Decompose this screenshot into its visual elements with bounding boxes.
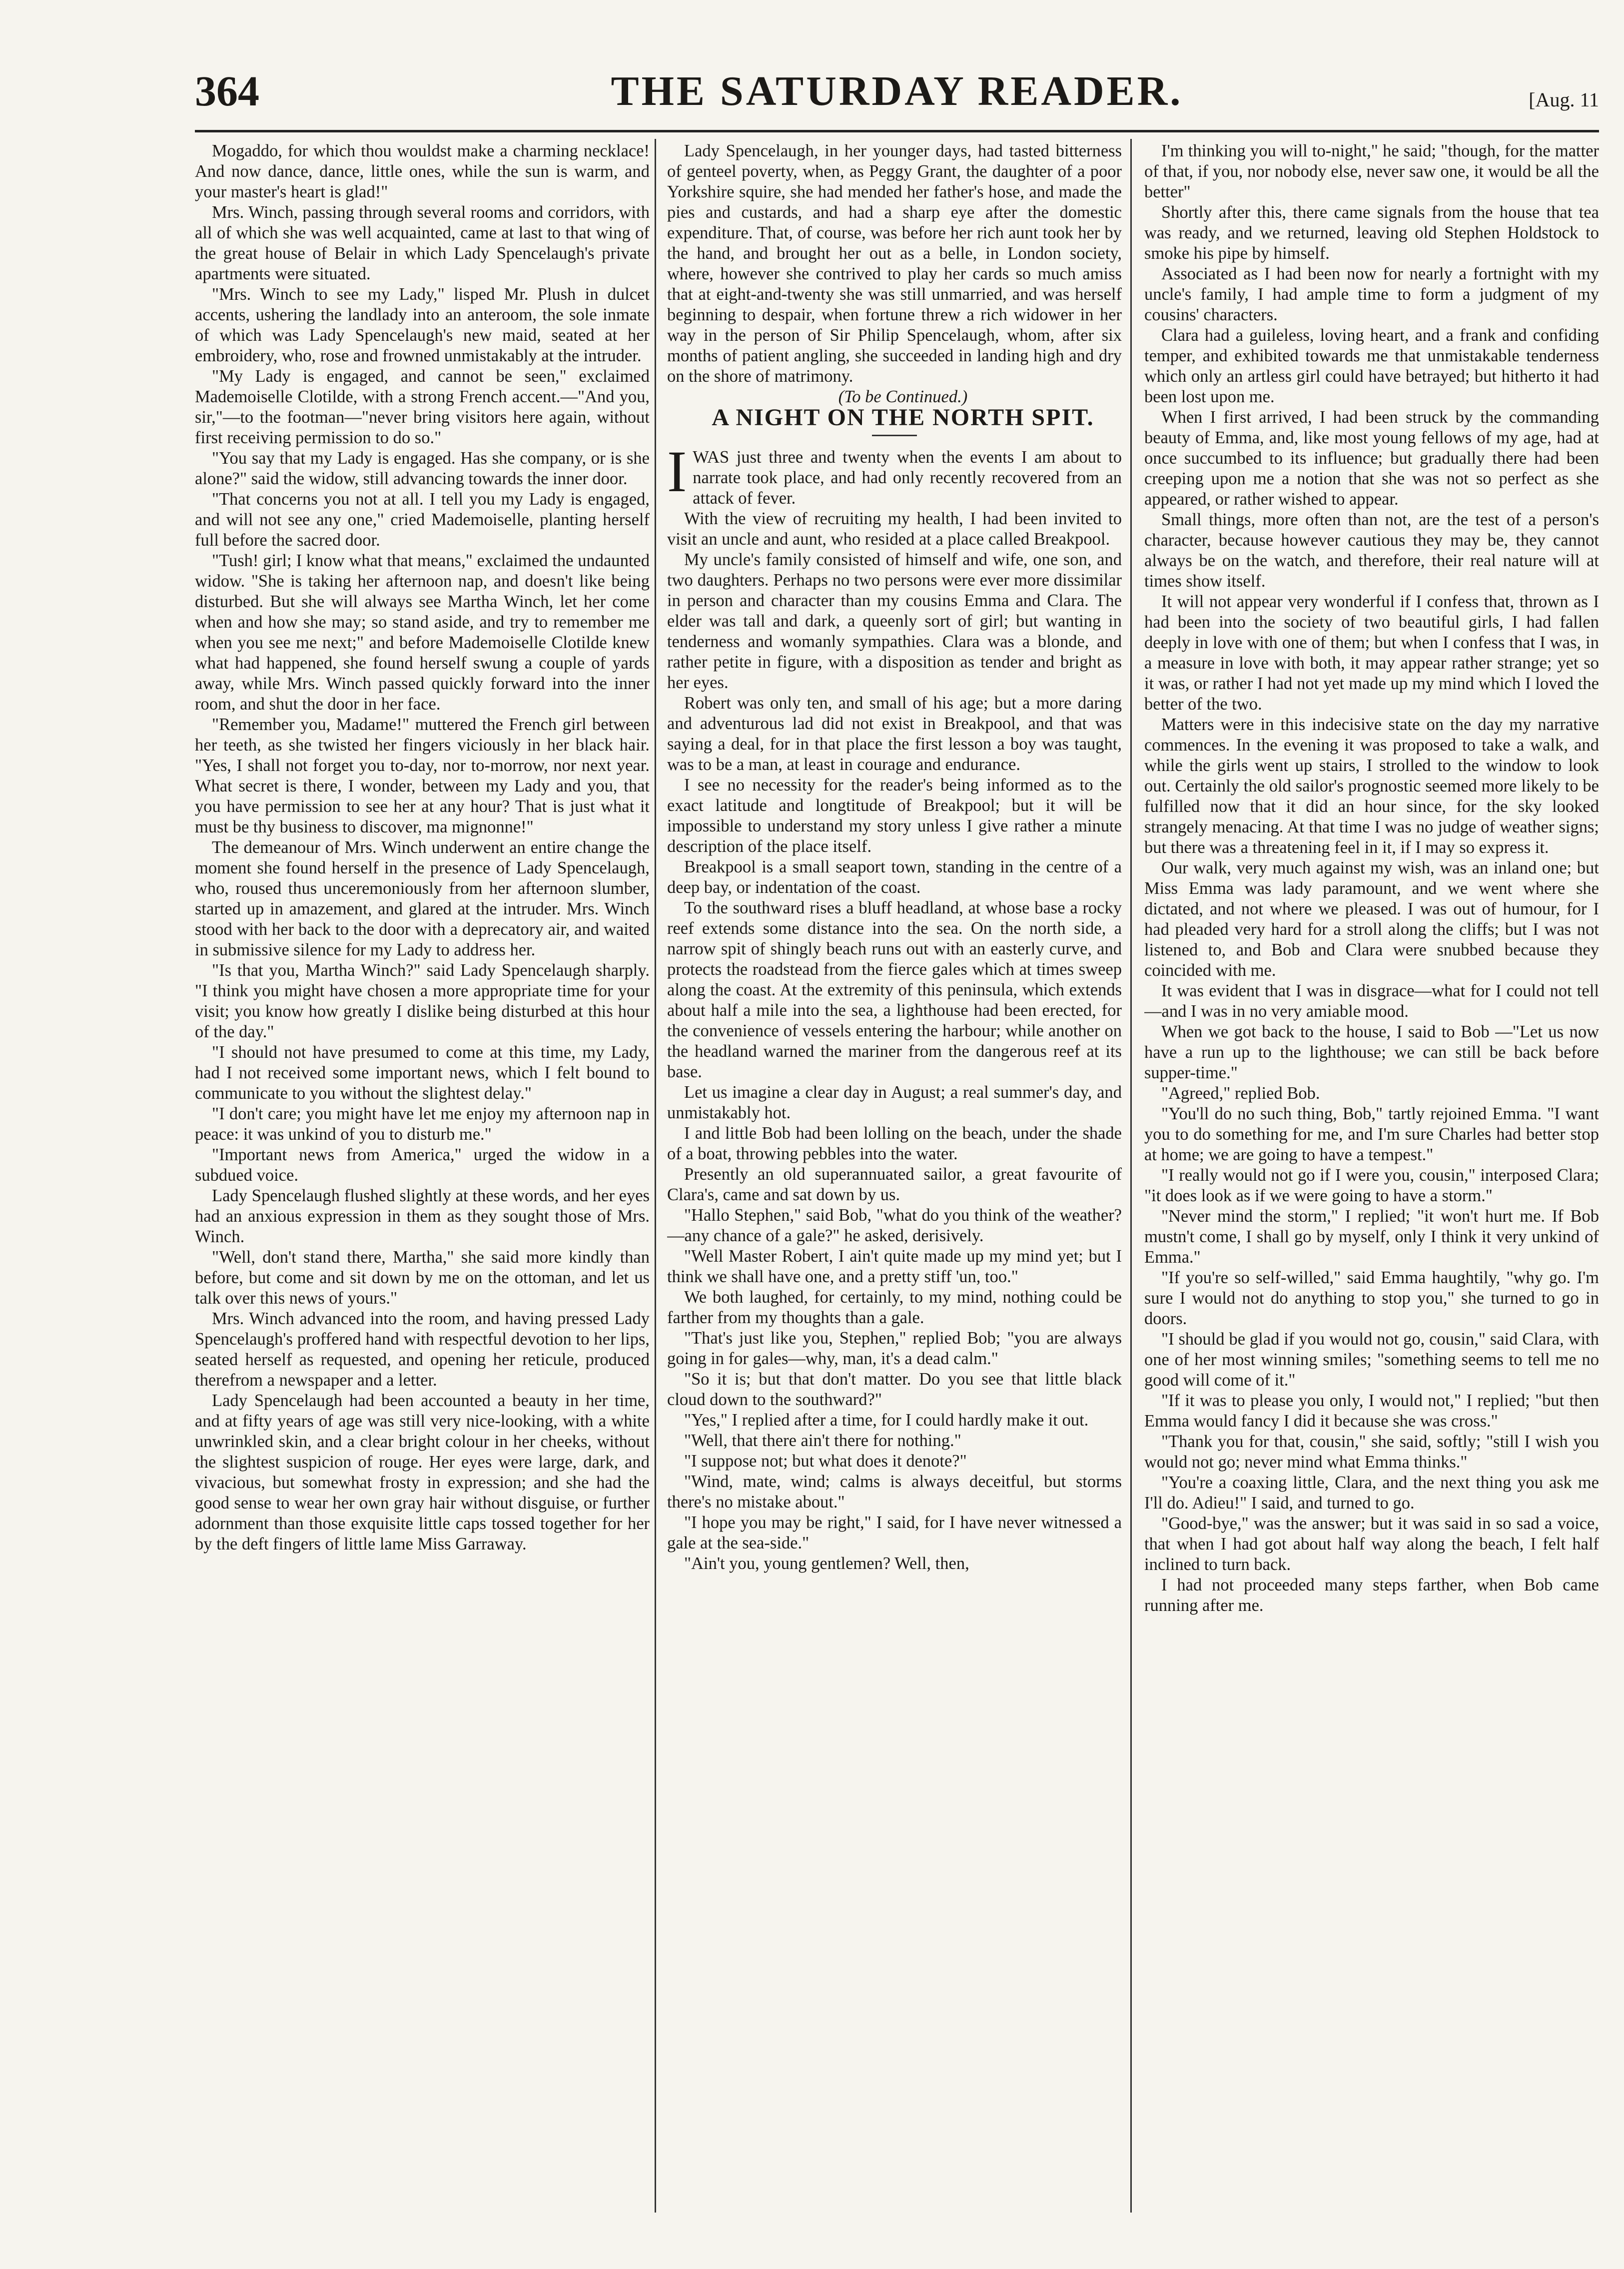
title-rule (872, 435, 917, 436)
paragraph: "My Lady is engaged, and cannot be seen," exclaimed Mademoiselle Clotilde, with a strong French accent.—"And you, sir,"—to the footman—"never bring visitors here again, without first receiving permission to do so." (195, 367, 650, 447)
paragraph: We both laughed, for certainly, to my mind, nothing could be farther from my thoughts than a gale. (667, 1288, 1122, 1327)
column-divider (655, 139, 656, 2213)
opening-text: WAS just three and twenty when the events I am about to narrate took place, and had only recently recovered from an attack of fever. (693, 448, 1122, 508)
paragraph: "I don't care; you might have let me enjoy my afternoon nap in peace: it was unkind of you to disturb me." (195, 1104, 650, 1144)
paragraph: Mrs. Winch, passing through several rooms and corridors, with all of which she was well acquainted, came at last to that wing of the great house of Belair in which Lady Spencelaugh's private apartments were situated. (195, 203, 650, 283)
paragraph: "I really would not go if I were you, cousin," interposed Clara; "it does look as if we were going to have a storm." (1144, 1166, 1599, 1205)
paragraph: Lady Spencelaugh had been accounted a beauty in her time, and at fifty years of age was still very nice-looking, with a white unwrinkled skin, and a clear bright colour in her cheeks, without the slightest suspicion of rouge. Her eyes were large, dark, and vivacious, but somewhat frosty in expression; and she had the good sense to wear her own gray hair without disguise, or further adornment than those exquisite little caps tossed together for her by the deft fingers of little lame Miss Garraway. (195, 1391, 650, 1553)
paragraph: Clara had a guileless, loving heart, and a frank and confiding temper, and exhibited towards me that unmistakable tenderness which only an artless girl could have betrayed; but hitherto it had been lost upon me. (1144, 326, 1599, 406)
paragraph: I had not proceeded many steps farther, when Bob came running after me. (1144, 1575, 1599, 1615)
paragraph: "Agreed," replied Bob. (1161, 1084, 1320, 1103)
paragraph: "I should be glad if you would not go, cousin," said Clara, with one of her most winning smiles; "something seems to tell me no good will come of it." (1144, 1330, 1599, 1390)
page-number: 364 (195, 67, 259, 115)
paragraph: "You'll do no such thing, Bob," tartly rejoined Emma. "I want you to do something for me, and I'm sure Charles had better stop at home; we are going to have a tempest." (1144, 1104, 1599, 1164)
paragraph: Small things, more often than not, are the test of a person's character, because however cautious they may be, they cannot always be on the watch, and therefore, their real nature will at times show itself. (1144, 510, 1599, 591)
paragraph: Shortly after this, there came signals from the house that tea was ready, and we returned, leaving old Stephen Holdstock to smoke his pipe by himself. (1144, 203, 1599, 263)
column-middle (667, 141, 1122, 2230)
paragraph: "Well, don't stand there, Martha," she said more kindly than before, but come and sit down by me on the ottoman, and let us talk over this news of yours." (195, 1248, 650, 1308)
column-right (1144, 141, 1599, 2230)
paragraph: Presently an old superannuated sailor, a great favourite of Clara's, came and sat down by us. (667, 1165, 1122, 1204)
paragraph: "Good-bye," was the answer; but it was said in so sad a voice, that when I had got about half way along the beach, I felt half inclined to turn back. (1144, 1514, 1599, 1574)
paragraph: "Is that you, Martha Winch?" said Lady Spencelaugh sharply. "I think you might have chosen a more appropriate time for your visit; you know how greatly I dislike being disturbed at this hour of the day." (195, 961, 650, 1041)
paragraph: "Never mind the storm," I replied; "it won't hurt me. If Bob mustn't come, I shall go by myself, only I think it very unkind of Emma." (1144, 1207, 1599, 1267)
to-be-continued-note: (To be Continued.) (838, 387, 968, 406)
paragraph: It was evident that I was in disgrace—what for I could not tell—and I was in no very amiable mood. (1144, 981, 1599, 1021)
paragraph: With the view of recruiting my health, I had been invited to visit an uncle and aunt, who resided at a place called Breakpool. (667, 509, 1122, 549)
paragraph: "Mrs. Winch to see my Lady," lisped Mr. Plush in dulcet accents, ushering the landlady into an anteroom, the sole inmate of which was Lady Spencelaugh's new maid, seated at her embroidery, who, rose and frowned unmistakably at the intruder. (195, 285, 650, 365)
paragraph: When I first arrived, I had been struck by the commanding beauty of Emma, and, like most young fellows of my age, had at once succumbed to its influence; but gradually there had been creeping upon me a notion that she was not so perfect as she appeared, or rather wished to appear. (1144, 408, 1599, 509)
paragraph: When we got back to the house, I said to Bob —"Let us now have a run up to the lighthouse; we can still be back before supper-time." (1144, 1022, 1599, 1082)
page-title: THE SATURDAY READER. (611, 68, 1183, 114)
paragraph: "Thank you for that, cousin," she said, softly; "still I wish you would not go; never mind what Emma thinks." (1144, 1432, 1599, 1472)
paragraph: "I suppose not; but what does it denote?" (684, 1452, 967, 1471)
paragraph: Our walk, very much against my wish, was an inland one; but Miss Emma was lady paramount, and we went where she dictated, and not where we pleased. I was out of humour, for I had pleaded very hard for a stroll along the cliffs; but I was not listened to, and Bob and Clara were snubbed because they coincided with me. (1144, 858, 1599, 980)
paragraph: "That concerns you not at all. I tell you my Lady is engaged, and will not see any one," cried Mademoiselle, planting herself full before the sacred door. (195, 490, 650, 550)
paragraph: The demeanour of Mrs. Winch underwent an entire change the moment she found herself in the presence of Lady Spencelaugh, who, roused thus unceremoniously from her afternoon slumber, started up in amazement, and glared at the intruder. Mrs. Winch stood with her back to the door with a deprecatory air, and waited in submissive silence for my Lady to address her. (195, 838, 650, 959)
paragraph: "You say that my Lady is engaged. Has she company, or is she alone?" said the widow, still advancing towards the inner door. (195, 449, 650, 488)
story-body (667, 509, 1122, 1574)
paragraph: To the southward rises a bluff headland, at whose base a rocky reef extends some distance into the sea. On the north side, a narrow spit of shingly beach runs out with an easterly curve, and protects the roadstead from the fierce gales which at times sweep along the coast. At the extremity of this peninsula, which extends about half a mile into the sea, a lighthouse had been erected, for the convenience of vessels entering the harbour; while another on the headland warned the mariner from the dangerous reef at its base. (667, 898, 1122, 1081)
paragraph: "You're a coaxing little, Clara, and the next thing you ask me I'll do. Adieu!" I said, and turned to go. (1144, 1473, 1599, 1513)
story-continuation (667, 141, 1122, 387)
issue-date: [Aug. 11 (1529, 88, 1599, 111)
paragraph: Matters were in this indecisive state on the day my narrative commences. In the evening it was proposed to take a walk, and while the girls went up stairs, I strolled to the window to look out. Certainly the old sailor's prognostic seemed more likely to be fulfilled now that it did an hour since, for the sky looked strangely menacing. At that time I was no judge of weather signs; but there was a threatening feel in it, if I may so express it. (1144, 715, 1599, 857)
paragraph: "Tush! girl; I know what that means," exclaimed the undaunted widow. "She is taking her afternoon nap, and doesn't like being disturbed. But she will always see Martha Winch, let her come when and how she may; so stand aside, and try to remember me when you see me next;" and before Mademoiselle Clotilde knew what had happened, she found herself swung a couple of yards away, while Mrs. Winch passed quickly forward into the inner room, and shut the door in her face. (195, 551, 650, 714)
paragraph: Mrs. Winch advanced into the room, and having pressed Lady Spencelaugh's proffered hand with respectful devotion to her lips, seated herself as requested, and opening her reticule, produced therefrom a newspaper and a letter. (195, 1309, 650, 1390)
paragraph: "I hope you may be right," I said, for I have never witnessed a gale at the sea-side." (667, 1513, 1122, 1552)
paragraph: "If it was to please you only, I would not," I replied; "but then Emma would fancy I did it because she was cross." (1144, 1391, 1599, 1431)
paragraph: "Yes," I replied after a time, for I could hardly make it out. (684, 1411, 1089, 1430)
paragraph: "Important news from America," urged the widow in a subdued voice. (195, 1145, 650, 1185)
page-header (195, 55, 1599, 140)
drop-cap: I (667, 439, 687, 504)
opening-paragraph (667, 439, 1122, 509)
paragraph: "Well Master Robert, I ain't quite made up my mind yet; but I think we shall have one, and a pretty stiff 'un, too." (667, 1247, 1122, 1286)
story-title: A NIGHT ON THE NORTH SPIT. (712, 404, 1094, 431)
paragraph: Let us imagine a clear day in August; a real summer's day, and unmistakably hot. (667, 1083, 1122, 1122)
paragraph: I and little Bob had been lolling on the beach, under the shade of a boat, throwing pebbles into the water. (667, 1124, 1122, 1163)
paragraph: I see no necessity for the reader's being informed as to the exact latitude and longtitude of Breakpool; but it will be impossible to understand my story unless I give rather a minute description of the place itself. (667, 775, 1122, 856)
paragraph: "Well, that there ain't there for nothing." (684, 1431, 961, 1450)
paragraph: "I should not have presumed to come at this time, my Lady, had I not received some important news, which I felt bound to communicate to you without the slightest delay." (195, 1043, 650, 1103)
paragraph: Associated as I had been now for nearly a fortnight with my uncle's family, I had ample time to form a judgment of my cousins' characters. (1144, 264, 1599, 324)
paragraph: Mogaddo, for which thou wouldst make a charming necklace! And now dance, dance, little ones, while the sun is warm, and your master's heart is glad!" (195, 141, 650, 201)
paragraph: Lady Spencelaugh, in her younger days, had tasted bitterness of genteel poverty, when, as Peggy Grant, the daughter of a poor Yorkshire squire, she had mended her father's hose, and made the pies and custards, and had a sharp eye after the domestic expenditure. That, of course, was before her rich aunt took her by the hand, and brought her out as a belle, in London society, where, however she contrived to play her cards so much amiss that at eight-and-twenty she was still unmarried, and was herself beginning to despair, when fortune threw a rich widower in her way in the person of Sir Philip Spencelaugh, whom, after six months of patient angling, she succeeded in landing high and dry on the shore of matrimony. (667, 141, 1122, 386)
paragraph: I'm thinking you will to-night," he said; "though, for the matter of that, if you, nor nobody else, never saw one, it would be all the better" (1144, 141, 1599, 201)
column-divider (1130, 139, 1132, 2213)
paragraph: Robert was only ten, and small of his age; but a more daring and adventurous lad did not exist in Breakpool, and that was saying a deal, for in that place the first lesson a boy was taught, was to be a man, at least in courage and endurance. (667, 694, 1122, 774)
paragraph: "If you're so self-willed," said Emma haughtily, "why go. I'm sure I would not do anything to stop you," she turned to go in doors. (1144, 1268, 1599, 1328)
paragraph: "That's just like you, Stephen," replied Bob; "you are always going in for gales—why, man, it's a dead calm." (667, 1329, 1122, 1368)
paragraph: "Hallo Stephen," said Bob, "what do you think of the weather?—any chance of a gale?" he asked, derisively. (667, 1206, 1122, 1245)
paragraph: Breakpool is a small seaport town, standing in the centre of a deep bay, or indentation of the coast. (667, 857, 1122, 897)
paragraph: Lady Spencelaugh flushed slightly at these words, and her eyes had an anxious expression in them as they sought those of Mrs. Winch. (195, 1186, 650, 1246)
paragraph: My uncle's family consisted of himself and wife, one son, and two daughters. Perhaps no two persons were ever more dissimilar in person and character than my cousins Emma and Clara. The elder was tall and dark, a queenly sort of girl; but wanting in tenderness and womanly sympathies. Clara was a blonde, and rather petite in figure, with a disposition as tender and bright as her eyes. (667, 550, 1122, 692)
column-left (195, 141, 650, 2230)
paragraph: It will not appear very wonderful if I confess that, thrown as I had been into the society of two beautiful girls, I had fallen deeply in love with one of them; but when I confess that I was, in a measure in love with both, it may appear rather strange; yet so it was, or rather I had not yet made up my mind which I loved the better of the two. (1144, 592, 1599, 714)
paragraph: "Wind, mate, wind; calms is always deceitful, but storms there's no mistake about." (667, 1472, 1122, 1512)
paragraph: "Remember you, Madame!" muttered the French girl between her teeth, as she twisted her fingers viciously in her black hair. "Yes, I shall not forget you to-day, nor to-morrow, nor next year. What secret is there, I wonder, between my Lady and you, that you have permission to see her at any hour? That is just what it must be thy business to discover, ma mignonne!" (195, 715, 650, 836)
header-rule (195, 130, 1599, 132)
paragraph: "So it is; but that don't matter. Do you see that little black cloud down to the southward?" (667, 1370, 1122, 1409)
paragraph: "Ain't you, young gentlemen? Well, then, (684, 1554, 969, 1573)
